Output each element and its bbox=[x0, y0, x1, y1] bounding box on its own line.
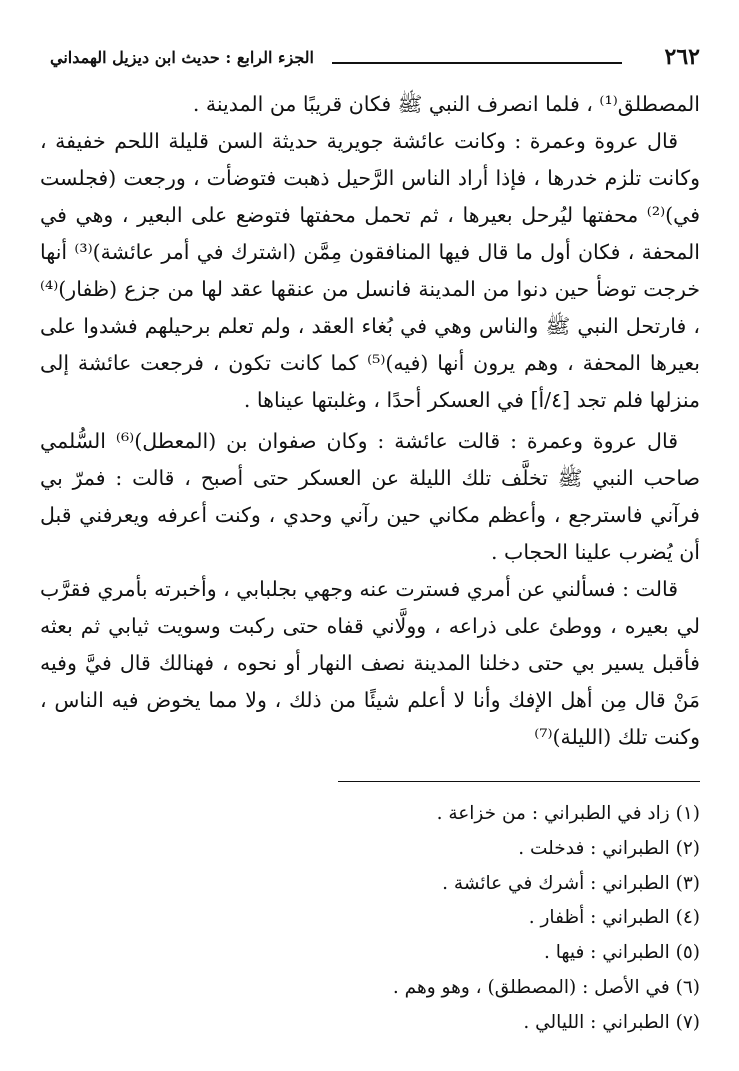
footnote: (١) زاد في الطبراني : من خزاعة . bbox=[436, 803, 700, 824]
footnote: (٢) الطبراني : فدخلت . bbox=[518, 837, 700, 859]
page-number: ٢٦٢ bbox=[664, 44, 700, 70]
header-title: الجزء الرابع : حديث ابن ديزيل الهمداني bbox=[50, 48, 314, 67]
footnote-separator bbox=[338, 781, 700, 782]
footnote: (٧) الطبراني : الليالي . bbox=[523, 1011, 700, 1033]
header-rule bbox=[332, 62, 622, 64]
footnote: (٥) الطبراني : فيها . bbox=[543, 942, 700, 964]
paragraph: قال عروة وعمرة : وكانت عائشة جويرية حديثة السن قليلة اللحم خفيفة ، وكانت تلزم خدرها ، فإذا أراد الناس الرَّحيل ذهبت فتوضأت ، ورجعت (فجلست في)⁽²⁾ محفتها ليُرحل بعيرها ، ثم تحمل محفتها فتوضع على البعير ، وهي في المحفة ، فكان أول ما قال فيها المنافقون مِمَّن (اشترك في أمر عائشة)⁽³⁾ أنها خرجت توضأ حين دنوا من المدينة فانسل من عنقها عقد لها من جزع (ظفار)⁽⁴⁾ ، فارتحل النبي ﷺ والناس وهي في بُغاء العقد ، ولم تعلم برحيلهم فشدوا على بعيرها المحفة ، وهم يرون أنها (فيه)⁽⁵⁾ كما كانت تكون ، فرجعت عائشة إلى منزلها فلم تجد [٤/أ] في العسكر أحدًا ، وغلبتها عيناها . bbox=[40, 129, 700, 412]
footnotes bbox=[300, 797, 700, 1041]
paragraph: قالت : فسألني عن أمري فسترت عنه وجهي بجلبابي ، وأخبرته بأمري فقرَّب لي بعيره ، ووطئ على ذراعه ، وولَّاني قفاه حتى ركبت وسويت ثيابي ثم بعثه فأقبل يسير بي حتى دخلنا المدينة نصف النهار أو نحوه ، فهنالك قال فيَّ وفيه مَنْ قال مِن أهل الإفك وأنا لا أعلم شيئًا من ذلك ، ولا مما يخوض فيه الناس ، وكنت تلك (الليلة)⁽⁷⁾ bbox=[40, 577, 700, 749]
running-header bbox=[50, 44, 700, 74]
main-text bbox=[40, 86, 700, 756]
paragraph: المصطلق⁽¹⁾ ، فلما انصرف النبي ﷺ فكان قريبًا من المدينة . bbox=[192, 92, 700, 116]
footnote: (٦) في الأصل : (المصطلق) ، وهو وهم . bbox=[392, 976, 700, 998]
paragraph: قال عروة وعمرة : قالت عائشة : وكان صفوان بن (المعطل)⁽⁶⁾ السُّلمي صاحب النبي ﷺ تخلَّف تلك الليلة عن العسكر حتى أصبح ، قالت : فمرّ بي فرآني فاسترجع ، وأعظم مكاني حين رآني وحدي ، وكنت أعرفه ويعرفني قبل أن يُضرب علينا الحجاب . bbox=[40, 429, 700, 564]
footnote: (٤) الطبراني : أظفار . bbox=[528, 907, 700, 929]
footnote: (٣) الطبراني : أشرك في عائشة . bbox=[442, 872, 700, 894]
